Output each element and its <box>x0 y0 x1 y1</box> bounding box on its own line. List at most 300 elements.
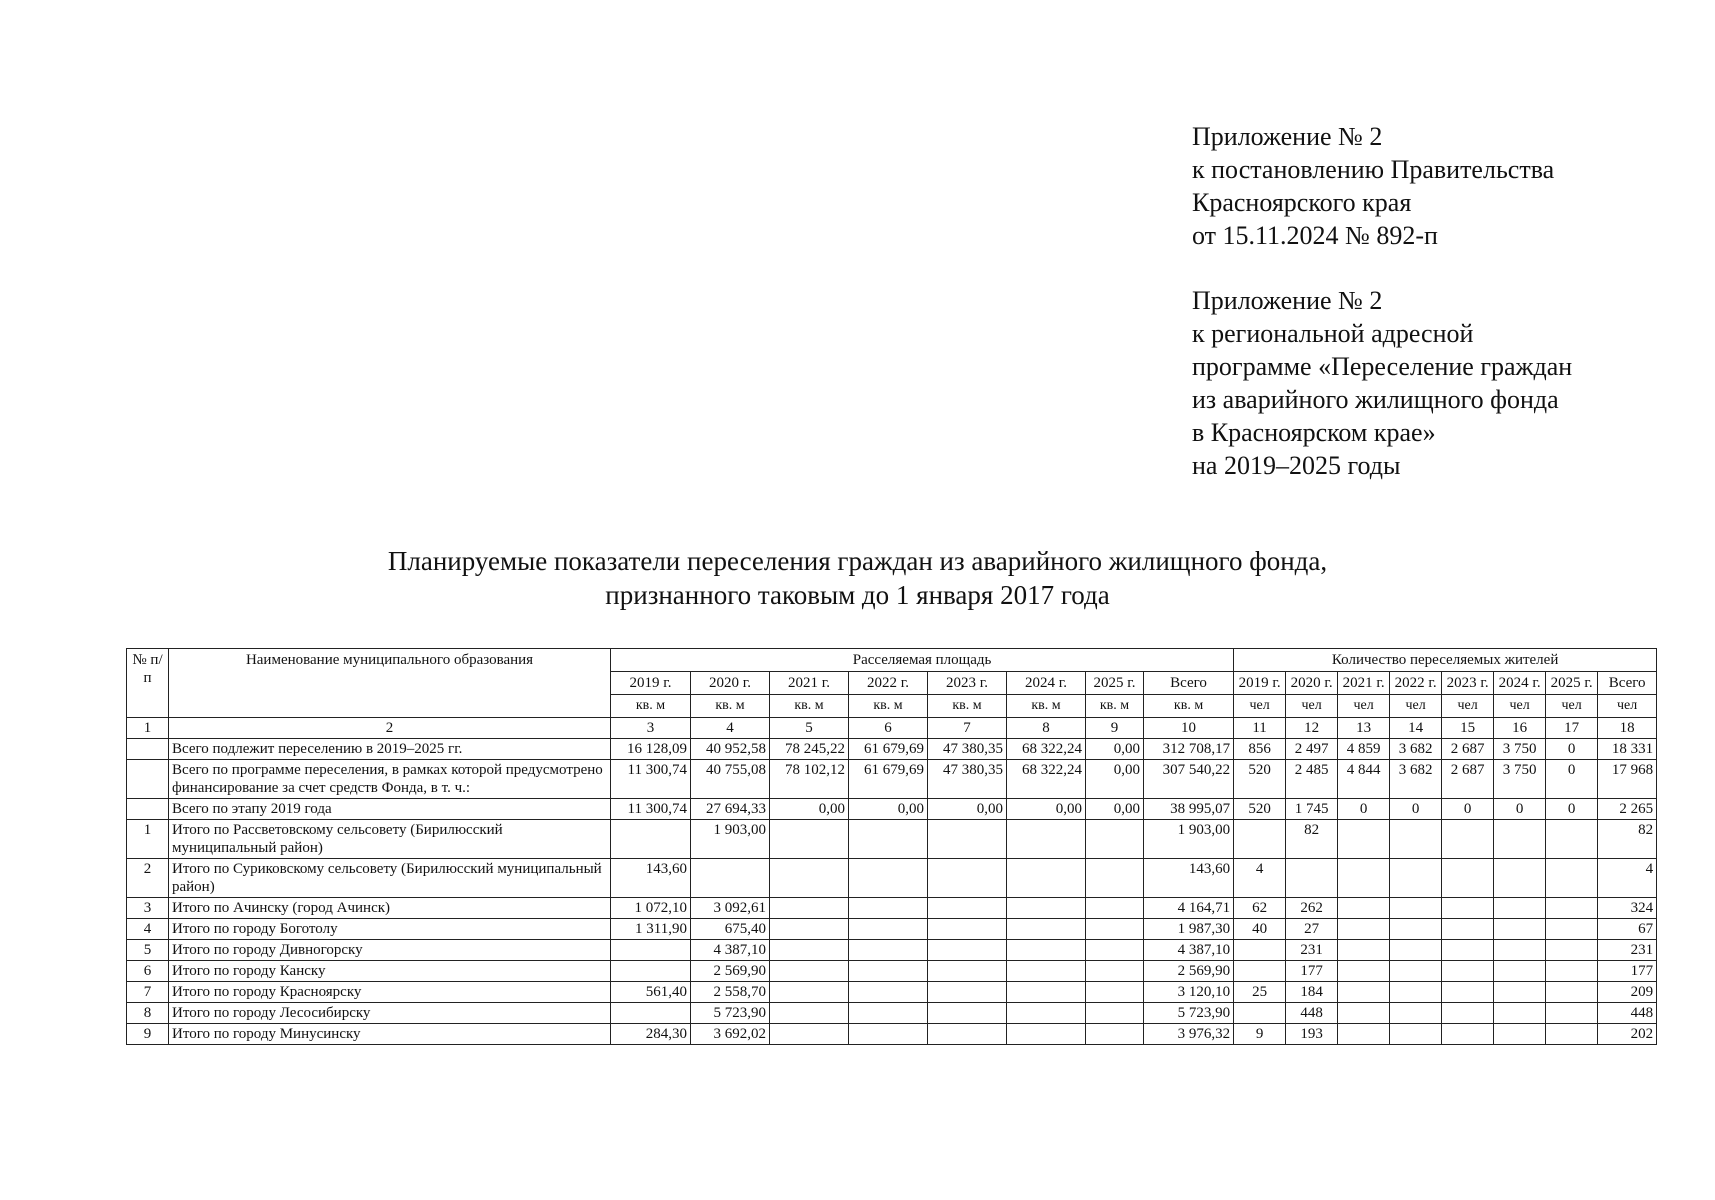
area-cell: 78 102,12 <box>770 760 849 799</box>
people-cell: 25 <box>1234 982 1286 1003</box>
people-cell <box>1442 961 1494 982</box>
area-total-cell: 1 903,00 <box>1144 820 1234 859</box>
area-cell: 11 300,74 <box>611 799 691 820</box>
people-cell: 448 <box>1286 1003 1338 1024</box>
header-people-unit: чел <box>1442 695 1494 718</box>
area-cell <box>611 820 691 859</box>
people-cell <box>1494 982 1546 1003</box>
column-number: 13 <box>1338 718 1390 739</box>
area-total-cell: 3 976,32 <box>1144 1024 1234 1045</box>
header-area-group: Расселяемая площадь <box>611 649 1234 672</box>
area-cell: 1 903,00 <box>691 820 770 859</box>
area-cell: 0,00 <box>928 799 1007 820</box>
area-cell: 3 692,02 <box>691 1024 770 1045</box>
people-total-cell: 177 <box>1598 961 1657 982</box>
area-cell <box>849 940 928 961</box>
header-area-unit: кв. м <box>611 695 691 718</box>
people-cell: 2 687 <box>1442 760 1494 799</box>
area-cell <box>928 919 1007 940</box>
people-cell: 193 <box>1286 1024 1338 1045</box>
area-cell <box>928 1003 1007 1024</box>
people-cell: 231 <box>1286 940 1338 961</box>
people-cell: 0 <box>1494 799 1546 820</box>
header-area-unit: кв. м <box>849 695 928 718</box>
row-number: 1 <box>127 820 169 859</box>
appendix-line: к региональной адресной <box>1192 319 1474 348</box>
area-cell <box>770 982 849 1003</box>
header-people-year: 2019 г. <box>1234 672 1286 695</box>
people-cell <box>1442 820 1494 859</box>
row-number: 4 <box>127 919 169 940</box>
appendix-line: из аварийного жилищного фонда <box>1192 385 1559 414</box>
column-number: 7 <box>928 718 1007 739</box>
header-people-unit: чел <box>1286 695 1338 718</box>
municipality-name: Итого по городу Лесосибирску <box>169 1003 611 1024</box>
header-num: № п/п <box>127 649 169 718</box>
header-area-year: 2019 г. <box>611 672 691 695</box>
people-cell: 4 <box>1234 859 1286 898</box>
table-row <box>127 859 1657 898</box>
area-cell <box>1007 820 1086 859</box>
area-cell: 5 723,90 <box>691 1003 770 1024</box>
people-cell <box>1442 898 1494 919</box>
people-cell <box>1494 1003 1546 1024</box>
column-number: 8 <box>1007 718 1086 739</box>
area-total-cell: 5 723,90 <box>1144 1003 1234 1024</box>
area-cell <box>770 1003 849 1024</box>
header-area-unit: кв. м <box>928 695 1007 718</box>
column-number: 15 <box>1442 718 1494 739</box>
people-cell <box>1390 1024 1442 1045</box>
people-cell <box>1338 961 1390 982</box>
row-number <box>127 739 169 760</box>
column-number: 6 <box>849 718 928 739</box>
area-cell: 47 380,35 <box>928 760 1007 799</box>
people-total-cell: 231 <box>1598 940 1657 961</box>
people-cell <box>1546 1003 1598 1024</box>
column-number: 14 <box>1390 718 1442 739</box>
table-row <box>127 898 1657 919</box>
people-cell <box>1338 982 1390 1003</box>
area-cell: 0,00 <box>849 799 928 820</box>
people-cell <box>1390 859 1442 898</box>
people-cell: 262 <box>1286 898 1338 919</box>
header-area-year: 2022 г. <box>849 672 928 695</box>
area-total-cell: 4 164,71 <box>1144 898 1234 919</box>
appendix-to-resolution <box>1192 120 1702 252</box>
people-cell <box>1338 1003 1390 1024</box>
people-cell: 856 <box>1234 739 1286 760</box>
people-cell: 3 682 <box>1390 760 1442 799</box>
area-cell <box>849 859 928 898</box>
people-cell <box>1494 898 1546 919</box>
people-cell <box>1546 919 1598 940</box>
municipality-name: Итого по Суриковскому сельсовету (Бирилюсский муниципальный район) <box>169 859 611 898</box>
area-cell: 11 300,74 <box>611 760 691 799</box>
area-cell <box>1007 898 1086 919</box>
municipality-name: Итого по городу Красноярску <box>169 982 611 1003</box>
people-cell <box>1390 898 1442 919</box>
area-cell <box>770 940 849 961</box>
area-total-cell: 4 387,10 <box>1144 940 1234 961</box>
people-cell: 2 687 <box>1442 739 1494 760</box>
people-cell <box>1546 982 1598 1003</box>
people-cell: 62 <box>1234 898 1286 919</box>
municipality-name: Итого по Ачинску (город Ачинск) <box>169 898 611 919</box>
people-cell <box>1338 919 1390 940</box>
area-cell: 0,00 <box>1086 799 1144 820</box>
header-area-year: 2021 г. <box>770 672 849 695</box>
area-cell <box>1086 940 1144 961</box>
header-area-unit: кв. м <box>1144 695 1234 718</box>
header-people-unit: чел <box>1338 695 1390 718</box>
municipality-name: Итого по Рассветовскому сельсовету (Бирилюсский муниципальный район) <box>169 820 611 859</box>
row-number: 2 <box>127 859 169 898</box>
municipality-name: Итого по городу Минусинску <box>169 1024 611 1045</box>
appendix-line: Приложение № 2 <box>1192 286 1383 315</box>
area-cell <box>691 859 770 898</box>
row-number <box>127 799 169 820</box>
people-total-cell: 67 <box>1598 919 1657 940</box>
area-cell <box>1086 1003 1144 1024</box>
people-cell <box>1234 820 1286 859</box>
people-cell: 0 <box>1390 799 1442 820</box>
table-row <box>127 982 1657 1003</box>
area-cell <box>770 961 849 982</box>
area-cell: 1 311,90 <box>611 919 691 940</box>
people-cell <box>1390 919 1442 940</box>
header-people-unit: чел <box>1546 695 1598 718</box>
area-cell: 2 569,90 <box>691 961 770 982</box>
people-cell <box>1390 961 1442 982</box>
area-cell <box>1007 940 1086 961</box>
column-number: 16 <box>1494 718 1546 739</box>
people-cell: 0 <box>1442 799 1494 820</box>
people-cell <box>1338 1024 1390 1045</box>
area-cell: 47 380,35 <box>928 739 1007 760</box>
people-cell <box>1494 820 1546 859</box>
people-cell <box>1546 820 1598 859</box>
people-cell: 82 <box>1286 820 1338 859</box>
column-number: 4 <box>691 718 770 739</box>
header-people-year: 2020 г. <box>1286 672 1338 695</box>
area-cell: 0,00 <box>1086 739 1144 760</box>
municipality-name: Всего подлежит переселению в 2019–2025 гг. <box>169 739 611 760</box>
table-row <box>127 760 1657 799</box>
people-cell: 3 750 <box>1494 760 1546 799</box>
people-cell: 4 844 <box>1338 760 1390 799</box>
area-cell: 78 245,22 <box>770 739 849 760</box>
header-people-year: 2024 г. <box>1494 672 1546 695</box>
area-cell: 675,40 <box>691 919 770 940</box>
people-cell: 40 <box>1234 919 1286 940</box>
area-cell <box>1086 1024 1144 1045</box>
header-people-unit: чел <box>1494 695 1546 718</box>
people-cell <box>1338 859 1390 898</box>
column-number: 3 <box>611 718 691 739</box>
area-cell <box>928 940 1007 961</box>
people-total-cell: 209 <box>1598 982 1657 1003</box>
title-line-1: Планируемые показатели переселения граждан из аварийного жилищного фонда, <box>387 546 1328 576</box>
area-cell: 1 072,10 <box>611 898 691 919</box>
people-cell <box>1442 1003 1494 1024</box>
area-cell: 68 322,24 <box>1007 760 1086 799</box>
people-cell <box>1442 982 1494 1003</box>
header-area-total: Всего <box>1144 672 1234 695</box>
area-cell: 61 679,69 <box>849 760 928 799</box>
row-number: 7 <box>127 982 169 1003</box>
people-cell <box>1234 940 1286 961</box>
header-people-year: 2022 г. <box>1390 672 1442 695</box>
area-total-cell: 1 987,30 <box>1144 919 1234 940</box>
area-cell <box>1007 1003 1086 1024</box>
column-number: 11 <box>1234 718 1286 739</box>
people-cell <box>1286 859 1338 898</box>
resettlement-table <box>126 648 1657 1045</box>
people-cell <box>1546 961 1598 982</box>
row-number: 3 <box>127 898 169 919</box>
area-cell: 16 128,09 <box>611 739 691 760</box>
people-cell: 184 <box>1286 982 1338 1003</box>
appendix-line: от 15.11.2024 № 892-п <box>1192 221 1438 250</box>
area-cell <box>928 820 1007 859</box>
people-cell <box>1390 940 1442 961</box>
area-cell <box>770 859 849 898</box>
appendix-line: в Красноярском крае» <box>1192 418 1436 447</box>
header-people-total: Всего <box>1598 672 1657 695</box>
municipality-name: Всего по программе переселения, в рамках которой предусмотрено финансирование за счет средств Фонда, в т. ч.: <box>169 760 611 799</box>
area-cell <box>611 940 691 961</box>
municipality-name: Итого по городу Канску <box>169 961 611 982</box>
area-cell <box>1007 982 1086 1003</box>
header-area-unit: кв. м <box>770 695 849 718</box>
column-number: 1 <box>127 718 169 739</box>
area-cell <box>849 898 928 919</box>
area-cell: 27 694,33 <box>691 799 770 820</box>
area-cell <box>928 1024 1007 1045</box>
people-cell: 0 <box>1546 799 1598 820</box>
area-cell <box>1086 961 1144 982</box>
people-cell: 1 745 <box>1286 799 1338 820</box>
people-cell <box>1442 859 1494 898</box>
area-cell <box>849 961 928 982</box>
municipality-name: Итого по городу Дивногорску <box>169 940 611 961</box>
area-cell <box>1086 859 1144 898</box>
area-cell <box>770 898 849 919</box>
people-total-cell: 202 <box>1598 1024 1657 1045</box>
area-cell <box>849 1003 928 1024</box>
header-municipality: Наименование муниципального образования <box>169 649 611 718</box>
area-cell: 561,40 <box>611 982 691 1003</box>
area-cell <box>770 919 849 940</box>
table-row <box>127 940 1657 961</box>
area-total-cell: 38 995,07 <box>1144 799 1234 820</box>
header-people-year: 2021 г. <box>1338 672 1390 695</box>
area-cell: 2 558,70 <box>691 982 770 1003</box>
area-total-cell: 143,60 <box>1144 859 1234 898</box>
people-cell: 27 <box>1286 919 1338 940</box>
people-cell: 0 <box>1546 739 1598 760</box>
people-cell <box>1390 820 1442 859</box>
column-number: 10 <box>1144 718 1234 739</box>
appendix-line: программе «Переселение граждан <box>1192 352 1573 381</box>
people-cell <box>1442 940 1494 961</box>
area-cell <box>1086 919 1144 940</box>
header-people-unit: чел <box>1598 695 1657 718</box>
area-cell <box>1007 1024 1086 1045</box>
column-number: 2 <box>169 718 611 739</box>
people-cell <box>1390 982 1442 1003</box>
area-cell <box>1086 820 1144 859</box>
area-total-cell: 312 708,17 <box>1144 739 1234 760</box>
table-row <box>127 799 1657 820</box>
area-total-cell: 307 540,22 <box>1144 760 1234 799</box>
appendix-to-program <box>1192 284 1702 482</box>
table-row <box>127 739 1657 760</box>
area-cell: 143,60 <box>611 859 691 898</box>
row-number: 8 <box>127 1003 169 1024</box>
people-total-cell: 2 265 <box>1598 799 1657 820</box>
appendix-line: Приложение № 2 <box>1192 122 1383 151</box>
people-total-cell: 18 331 <box>1598 739 1657 760</box>
area-cell <box>770 820 849 859</box>
area-cell: 0,00 <box>1007 799 1086 820</box>
people-cell <box>1546 859 1598 898</box>
area-cell <box>1086 898 1144 919</box>
area-cell: 4 387,10 <box>691 940 770 961</box>
column-number: 17 <box>1546 718 1598 739</box>
title-line-2: признанного таковым до 1 января 2017 года <box>605 580 1110 610</box>
area-cell <box>928 982 1007 1003</box>
area-cell: 40 755,08 <box>691 760 770 799</box>
header-area-unit: кв. м <box>1007 695 1086 718</box>
row-number <box>127 760 169 799</box>
appendix-line: Красноярского края <box>1192 188 1412 217</box>
header-area-year: 2025 г. <box>1086 672 1144 695</box>
people-cell: 520 <box>1234 799 1286 820</box>
header-area-unit: кв. м <box>691 695 770 718</box>
people-cell: 3 750 <box>1494 739 1546 760</box>
area-cell: 0,00 <box>1086 760 1144 799</box>
people-cell: 3 682 <box>1390 739 1442 760</box>
column-number: 5 <box>770 718 849 739</box>
table-row <box>127 820 1657 859</box>
area-cell <box>1007 859 1086 898</box>
table-body <box>127 718 1657 1045</box>
people-cell: 2 497 <box>1286 739 1338 760</box>
area-cell: 40 952,58 <box>691 739 770 760</box>
appendix-line: к постановлению Правительства <box>1192 155 1555 184</box>
area-cell: 68 322,24 <box>1007 739 1086 760</box>
table-row <box>127 919 1657 940</box>
area-cell <box>611 961 691 982</box>
area-cell: 3 092,61 <box>691 898 770 919</box>
area-total-cell: 3 120,10 <box>1144 982 1234 1003</box>
people-cell <box>1234 961 1286 982</box>
people-total-cell: 82 <box>1598 820 1657 859</box>
people-cell <box>1442 919 1494 940</box>
people-cell <box>1494 919 1546 940</box>
table-header <box>127 649 1657 718</box>
table-row <box>127 1024 1657 1045</box>
people-total-cell: 324 <box>1598 898 1657 919</box>
appendix-line: на 2019–2025 годы <box>1192 451 1401 480</box>
area-cell: 284,30 <box>611 1024 691 1045</box>
area-cell <box>1086 982 1144 1003</box>
people-cell <box>1546 898 1598 919</box>
row-number: 6 <box>127 961 169 982</box>
people-cell: 520 <box>1234 760 1286 799</box>
area-cell <box>928 898 1007 919</box>
header-people-group: Количество переселяемых жителей <box>1234 649 1657 672</box>
column-number: 12 <box>1286 718 1338 739</box>
header-area-year: 2020 г. <box>691 672 770 695</box>
area-total-cell: 2 569,90 <box>1144 961 1234 982</box>
people-cell <box>1546 1024 1598 1045</box>
header-people-unit: чел <box>1234 695 1286 718</box>
people-cell: 9 <box>1234 1024 1286 1045</box>
header-area-unit: кв. м <box>1086 695 1144 718</box>
people-cell: 2 485 <box>1286 760 1338 799</box>
people-cell: 0 <box>1338 799 1390 820</box>
header-people-year: 2023 г. <box>1442 672 1494 695</box>
people-total-cell: 448 <box>1598 1003 1657 1024</box>
people-cell <box>1338 898 1390 919</box>
people-cell <box>1234 1003 1286 1024</box>
area-cell <box>611 1003 691 1024</box>
header-people-year: 2025 г. <box>1546 672 1598 695</box>
header-area-year: 2024 г. <box>1007 672 1086 695</box>
municipality-name: Итого по городу Боготолу <box>169 919 611 940</box>
people-cell <box>1338 820 1390 859</box>
people-cell <box>1494 961 1546 982</box>
area-cell <box>1007 961 1086 982</box>
people-cell <box>1546 940 1598 961</box>
header-people-unit: чел <box>1390 695 1442 718</box>
row-number: 5 <box>127 940 169 961</box>
people-cell: 177 <box>1286 961 1338 982</box>
row-number: 9 <box>127 1024 169 1045</box>
municipality-name: Всего по этапу 2019 года <box>169 799 611 820</box>
area-cell <box>849 820 928 859</box>
people-cell <box>1442 1024 1494 1045</box>
table-row <box>127 961 1657 982</box>
people-cell <box>1338 940 1390 961</box>
column-number: 9 <box>1086 718 1144 739</box>
area-cell <box>770 1024 849 1045</box>
column-number: 18 <box>1598 718 1657 739</box>
column-number-row <box>127 718 1657 739</box>
people-total-cell: 17 968 <box>1598 760 1657 799</box>
document-title <box>0 544 1715 612</box>
area-cell <box>849 982 928 1003</box>
table-row <box>127 1003 1657 1024</box>
people-cell <box>1494 859 1546 898</box>
area-cell <box>1007 919 1086 940</box>
area-cell <box>849 1024 928 1045</box>
people-total-cell: 4 <box>1598 859 1657 898</box>
people-cell <box>1494 940 1546 961</box>
area-cell <box>928 961 1007 982</box>
area-cell <box>928 859 1007 898</box>
people-cell <box>1494 1024 1546 1045</box>
people-cell <box>1390 1003 1442 1024</box>
people-cell: 0 <box>1546 760 1598 799</box>
people-cell: 4 859 <box>1338 739 1390 760</box>
area-cell: 61 679,69 <box>849 739 928 760</box>
area-cell <box>849 919 928 940</box>
area-cell: 0,00 <box>770 799 849 820</box>
